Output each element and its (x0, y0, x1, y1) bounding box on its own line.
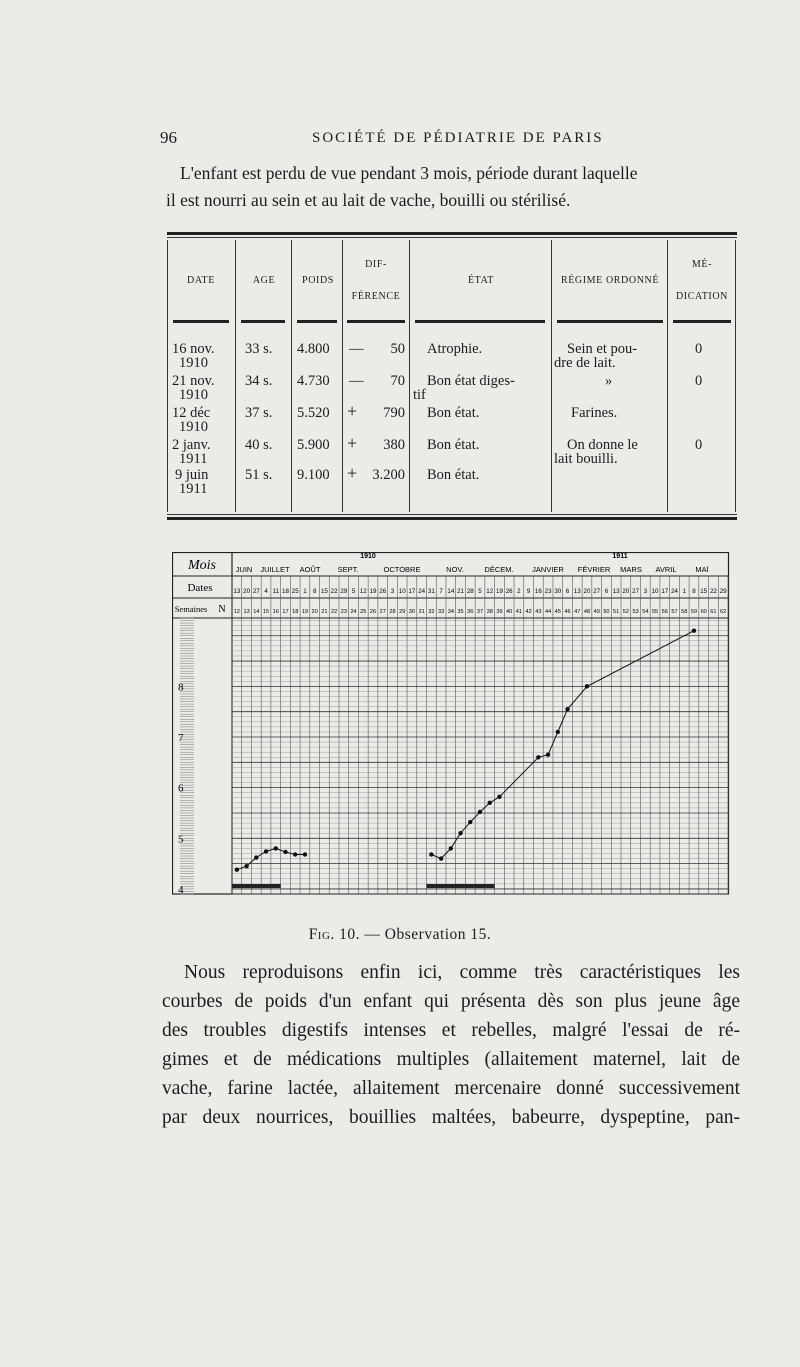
date-tick: 14 (447, 588, 455, 595)
date-tick: 10 (398, 588, 406, 595)
date-tick: 5 (478, 588, 482, 595)
weight-point (536, 755, 540, 759)
header-etat: ÉTAT (467, 275, 495, 286)
week-tick: 59 (690, 609, 698, 615)
row-3-etat: Bon état. (427, 405, 480, 421)
row-5-diff-value: 3.200 (372, 467, 405, 483)
date-tick: 29 (340, 588, 348, 595)
month-label: SEPT. (337, 565, 359, 574)
table-border-left (167, 240, 168, 512)
date-tick: 28 (466, 588, 474, 595)
row-2-regime: » (605, 373, 613, 389)
date-tick: 13 (612, 588, 620, 595)
week-tick: 49 (593, 609, 600, 615)
row-5-year: 1911 (179, 481, 208, 497)
week-tick: 13 (243, 609, 250, 615)
date-tick: 7 (439, 588, 443, 595)
row-4-regime-cont: lait bouilli. (554, 451, 618, 467)
header-difference-2: FÉRENCE (351, 291, 401, 302)
date-tick: 20 (583, 588, 591, 595)
weight-point (274, 846, 278, 850)
week-tick: 50 (603, 609, 610, 615)
week-tick: 40 (506, 609, 513, 615)
y-tick-label: 4 (178, 883, 184, 896)
body-line: vache, farine lactée, allaitement mercenaire donné successivement (162, 1078, 740, 1099)
date-tick: 22 (330, 588, 338, 595)
month-label: AOÛT (299, 565, 321, 574)
header-rule (415, 320, 545, 323)
week-tick: 36 (467, 609, 474, 615)
row-3-poids: 5.520 (297, 405, 330, 421)
week-tick: 24 (350, 609, 357, 615)
y-tick-label: 8 (178, 681, 184, 694)
row-4-etat: Bon état. (427, 437, 480, 453)
row-4-date: 2 janv. (172, 437, 211, 453)
week-tick: 15 (262, 609, 270, 615)
row-5-age: 51 s. (245, 467, 273, 483)
date-tick: 8 (312, 588, 317, 595)
y-tick-label: 7 (178, 732, 184, 745)
row-label-weeks: Semaines (174, 604, 208, 614)
date-tick: 26 (379, 588, 387, 595)
month-label: NOV. (446, 565, 464, 574)
header-rule (241, 320, 285, 323)
date-tick: 13 (233, 588, 241, 595)
intro-line-1: L'enfant est perdu de vue pendant 3 mois, période durant laquelle (180, 163, 638, 183)
intro-line-2: il est nourri au sein et au lait de vache, bouilli ou stérilisé. (166, 190, 571, 210)
row-2-diff-sign: — (349, 373, 364, 389)
week-tick: 41 (515, 609, 523, 615)
row-4-diff-sign: + (347, 433, 358, 453)
week-tick: 26 (369, 609, 377, 615)
row-1-date: 16 nov. (172, 341, 215, 357)
weight-table (167, 232, 737, 520)
week-tick: 43 (535, 609, 542, 615)
figure-caption (0, 926, 800, 944)
week-tick: 33 (437, 609, 445, 615)
weight-point (565, 707, 569, 711)
date-tick: 15 (700, 588, 708, 595)
weight-point (439, 856, 443, 860)
page-number: 96 (160, 128, 177, 147)
journal-title: SOCIÉTÉ DE PÉDIATRIE DE PARIS (312, 130, 604, 146)
month-label: DÉCEM. (484, 565, 514, 574)
date-tick: 22 (709, 588, 717, 595)
date-tick: 19 (496, 588, 503, 595)
header-poids: POIDS (302, 275, 334, 286)
date-tick: 11 (272, 588, 279, 595)
row-1-etat: Atrophie. (427, 341, 483, 357)
weight-point (244, 864, 248, 868)
week-tick: 53 (632, 609, 639, 615)
week-tick: 28 (389, 609, 396, 615)
weight-point (458, 831, 462, 835)
table-bottom-rule-thin (167, 514, 737, 515)
week-tick: 54 (642, 609, 649, 615)
header-medication-1: MÉ- (691, 259, 713, 270)
table-bottom-rule (167, 517, 737, 520)
row-2-medication: 0 (695, 373, 703, 389)
col-divider (409, 240, 410, 512)
row-5-date: 9 juin (175, 467, 209, 483)
week-tick: 37 (476, 609, 484, 615)
week-tick: 58 (681, 609, 688, 615)
body-line: gimes et de médications multiples (allaitement maternel, lait de (162, 1049, 740, 1070)
body-line: des troubles digestifs intenses et rebelles, malgré l'essai de ré- (162, 1020, 740, 1041)
week-tick: 12 (233, 609, 240, 615)
table-top-rule (167, 232, 737, 235)
date-tick: 25 (291, 588, 299, 595)
date-tick: 18 (282, 588, 289, 595)
date-tick: 19 (369, 588, 377, 595)
week-tick: 19 (301, 609, 309, 615)
weight-point (556, 730, 560, 734)
week-tick: 16 (272, 609, 279, 615)
date-tick: 29 (719, 588, 727, 595)
header-age: AGE (252, 275, 276, 286)
body-paragraph (162, 958, 740, 1132)
col-divider (291, 240, 292, 512)
body-line: courbes de poids d'un enfant qui présenta dès son plus jeune âge (162, 991, 740, 1012)
weight-point (497, 795, 501, 799)
row-1-regime: Sein et pou- (567, 341, 638, 357)
date-tick: 8 (692, 588, 696, 595)
table-border-right (735, 240, 736, 512)
row-4-poids: 5.900 (297, 437, 330, 453)
weight-point (235, 867, 239, 871)
week-tick: 25 (360, 609, 367, 615)
body-line: Nous reproduisons enfin ici, comme très caractéristiques les (184, 962, 740, 983)
date-tick: 20 (622, 588, 630, 595)
date-tick: 12 (359, 588, 367, 595)
month-label: MARS (620, 565, 642, 574)
month-label: MAÏ (695, 565, 709, 574)
week-tick: 52 (622, 609, 629, 615)
weight-point (692, 628, 696, 632)
weight-point (468, 820, 472, 824)
week-tick: 29 (399, 609, 406, 615)
body-line: par deux nourrices, bouillies maltées, babeurre, dyspeptine, pan- (162, 1107, 740, 1128)
header-rule (347, 320, 405, 323)
date-tick: 27 (252, 588, 260, 595)
month-label: JUILLET (260, 565, 290, 574)
header-rule (673, 320, 731, 323)
week-start-label: N (218, 604, 226, 615)
week-tick: 35 (457, 609, 464, 615)
week-tick: 44 (544, 609, 552, 615)
week-tick: 60 (700, 609, 707, 615)
intro-paragraph (166, 160, 738, 214)
week-tick: 62 (720, 609, 727, 615)
row-4-age: 40 s. (245, 437, 273, 453)
row-2-etat: Bon état diges- (427, 373, 515, 389)
weight-point (254, 855, 258, 859)
date-tick: 21 (457, 588, 464, 595)
month-label: JANVIER (532, 565, 564, 574)
weight-curve-chart (172, 552, 730, 900)
date-tick: 15 (320, 588, 328, 595)
date-tick: 30 (554, 588, 562, 595)
row-3-diff-sign: + (347, 401, 358, 421)
week-tick: 55 (651, 609, 659, 615)
week-tick: 42 (525, 609, 532, 615)
row-5-diff-sign: + (347, 463, 358, 483)
week-tick: 56 (661, 609, 668, 615)
week-tick: 39 (496, 609, 503, 615)
weight-point (429, 852, 433, 856)
header-rule (557, 320, 663, 323)
row-3-regime: Farines. (571, 405, 618, 421)
row-1-diff-value: 50 (390, 341, 405, 357)
chart-frame (173, 553, 729, 895)
row-2-diff-value: 70 (390, 373, 405, 389)
week-tick: 48 (583, 609, 591, 615)
week-tick: 18 (292, 609, 299, 615)
date-tick: 10 (651, 588, 659, 595)
year-label: 1911 (612, 553, 628, 560)
month-label: AVRIL (655, 565, 677, 574)
row-1-diff-sign: — (349, 341, 364, 357)
weight-point (585, 684, 589, 688)
figure-title: — Observation 15. (364, 926, 492, 943)
date-tick: 12 (486, 588, 494, 595)
row-5-etat: Bon état. (427, 467, 480, 483)
date-tick: 1 (303, 588, 307, 595)
weight-point (264, 849, 268, 853)
week-tick: 30 (408, 609, 416, 615)
week-tick: 34 (447, 609, 454, 615)
date-tick: 17 (408, 588, 416, 595)
row-3-age: 37 s. (245, 405, 273, 421)
weight-point (293, 852, 297, 856)
date-tick: 4 (264, 588, 268, 595)
row-1-poids: 4.800 (297, 341, 330, 357)
weight-point (449, 846, 453, 850)
header-rule (173, 320, 229, 323)
row-label-months: Mois (188, 558, 216, 573)
range-bar (427, 884, 495, 888)
weight-point (283, 850, 287, 854)
row-2-age: 34 s. (245, 373, 273, 389)
date-tick: 16 (534, 588, 542, 595)
weight-curve-svg (172, 552, 730, 900)
y-tick-label: 6 (178, 782, 184, 795)
date-tick: 1 (682, 588, 686, 595)
row-4-year: 1911 (179, 451, 208, 467)
month-label: FÉVRIER (577, 565, 611, 574)
date-tick: 5 (351, 588, 356, 595)
week-tick: 17 (282, 609, 289, 615)
date-tick: 3 (390, 588, 395, 595)
weight-point (488, 801, 492, 805)
row-1-age: 33 s. (245, 341, 273, 357)
row-5-poids: 9.100 (297, 467, 330, 483)
row-3-year: 1910 (179, 419, 208, 435)
weight-point (303, 852, 307, 856)
range-bar (232, 884, 281, 888)
row-2-poids: 4.730 (297, 373, 330, 389)
weight-point (546, 753, 550, 757)
row-4-medication: 0 (695, 437, 703, 453)
week-tick: 57 (671, 609, 678, 615)
date-tick: 20 (243, 588, 251, 595)
week-tick: 51 (613, 609, 620, 615)
row-1-year: 1910 (179, 355, 208, 371)
week-tick: 21 (321, 609, 328, 615)
col-divider (235, 240, 236, 512)
row-3-date: 12 déc (172, 405, 211, 421)
date-tick: 26 (505, 588, 513, 595)
week-tick: 14 (253, 609, 260, 615)
week-tick: 46 (564, 609, 571, 615)
y-tick-label: 5 (178, 833, 184, 846)
week-tick: 27 (379, 609, 386, 615)
date-tick: 31 (427, 588, 435, 595)
running-header (160, 128, 740, 150)
week-tick: 20 (311, 609, 318, 615)
date-tick: 27 (593, 588, 601, 595)
date-tick: 13 (573, 588, 581, 595)
week-tick: 23 (340, 609, 347, 615)
date-tick: 23 (544, 588, 552, 595)
row-label-dates: Dates (187, 582, 213, 594)
weight-point (478, 810, 482, 814)
date-tick: 2 (517, 588, 521, 595)
row-2-date: 21 nov. (172, 373, 215, 389)
row-4-diff-value: 380 (383, 437, 405, 453)
week-tick: 47 (574, 609, 581, 615)
week-tick: 32 (428, 609, 435, 615)
header-regime: RÉGIME ORDONNÉ (560, 275, 660, 286)
year-label: 1910 (360, 553, 376, 560)
row-2-year: 1910 (179, 387, 208, 403)
header-medication-2: DICATION (675, 291, 729, 302)
header-difference-1: DIF- (365, 259, 387, 270)
date-tick: 6 (565, 588, 570, 595)
date-tick: 24 (418, 588, 426, 595)
figure-label: Fig. 10. (308, 926, 361, 943)
date-tick: 6 (604, 588, 609, 595)
row-1-medication: 0 (695, 341, 703, 357)
header-rule (297, 320, 337, 323)
date-tick: 27 (632, 588, 640, 595)
date-tick: 24 (671, 588, 678, 595)
row-2-etat-cont: tif (413, 387, 426, 403)
date-tick: 17 (661, 588, 669, 595)
week-tick: 61 (710, 609, 717, 615)
row-3-diff-value: 790 (383, 405, 405, 421)
week-tick: 22 (331, 609, 338, 615)
date-tick: 3 (643, 588, 648, 595)
table-top-rule-thin (167, 237, 737, 238)
date-tick: 9 (526, 588, 531, 595)
month-label: JUIN (235, 565, 253, 574)
week-tick: 31 (418, 609, 425, 615)
row-4-regime: On donne le (567, 437, 638, 453)
week-tick: 38 (486, 609, 493, 615)
row-1-regime-cont: dre de lait. (554, 355, 616, 371)
header-date: DATE (187, 275, 215, 286)
month-label: OCTOBRE (383, 565, 421, 574)
week-tick: 45 (554, 609, 561, 615)
